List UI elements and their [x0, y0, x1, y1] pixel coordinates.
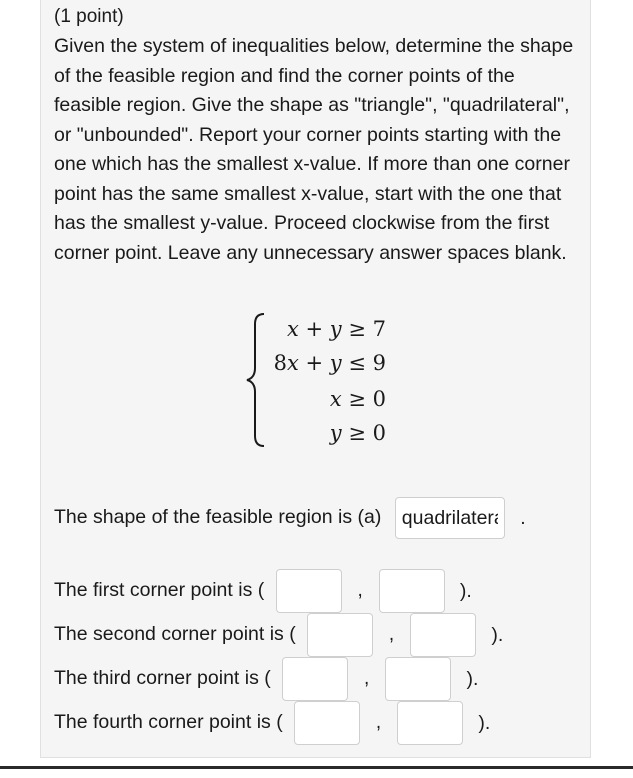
- shape-answer-input[interactable]: [395, 497, 505, 539]
- inequality-row: 8x + y ≤ 9: [273, 351, 386, 375]
- corner-row-4: [54, 701, 490, 745]
- corner-3-y-input[interactable]: [385, 657, 451, 701]
- corner-label: The fourth corner point is (: [54, 711, 283, 734]
- corner-3-x-input[interactable]: [282, 657, 348, 701]
- corner-1-y-input[interactable]: [379, 569, 445, 613]
- corner-row-3: [54, 657, 478, 701]
- coordinate-separator: ,: [375, 712, 382, 733]
- shape-period: .: [520, 507, 526, 529]
- corner-row-2: [54, 613, 503, 657]
- coordinate-separator: ,: [363, 668, 370, 689]
- corner-row-1: [54, 569, 472, 613]
- points-label: (1 point): [54, 6, 124, 27]
- corner-4-y-input[interactable]: [397, 701, 463, 745]
- corner-label: The first corner point is (: [54, 579, 265, 602]
- shape-question-label: The shape of the feasible region is (a): [54, 506, 382, 529]
- corner-close: ).: [466, 668, 479, 690]
- question-text: Given the system of inequalities below, determine the shape of the feasible region and find the corner points of the feasible region. Give the shape as "triangle", "quadrilateral", or "unbounded". Report your corner points starting with the one which has the smallest x-value. If more than one corner point has the same smallest x-value, start with the one that has the smallest y-value. Proceed clockwise from the first corner point. Leave any unnecessary answer spaces blank.: [54, 35, 574, 264]
- corner-2-x-input[interactable]: [307, 613, 373, 657]
- inequality-row: x + y ≥ 7: [287, 317, 386, 341]
- corner-label: The third corner point is (: [54, 667, 271, 690]
- coordinate-separator: ,: [357, 580, 363, 601]
- corner-4-x-input[interactable]: [294, 701, 360, 745]
- corner-close: ).: [491, 624, 504, 646]
- left-brace-icon: [244, 312, 268, 448]
- shape-question-row: [54, 497, 526, 539]
- corner-close: ).: [459, 580, 472, 602]
- inequality-row: x ≥ 0: [329, 387, 386, 411]
- corner-1-x-input[interactable]: [276, 569, 342, 613]
- corner-2-y-input[interactable]: [410, 613, 476, 657]
- corner-close: ).: [478, 712, 491, 734]
- coordinate-separator: ,: [388, 624, 395, 645]
- corner-label: The second corner point is (: [54, 623, 296, 646]
- inequality-row: y ≥ 0: [329, 421, 386, 445]
- bottom-strip: [0, 769, 633, 778]
- inequality-system: [244, 312, 394, 448]
